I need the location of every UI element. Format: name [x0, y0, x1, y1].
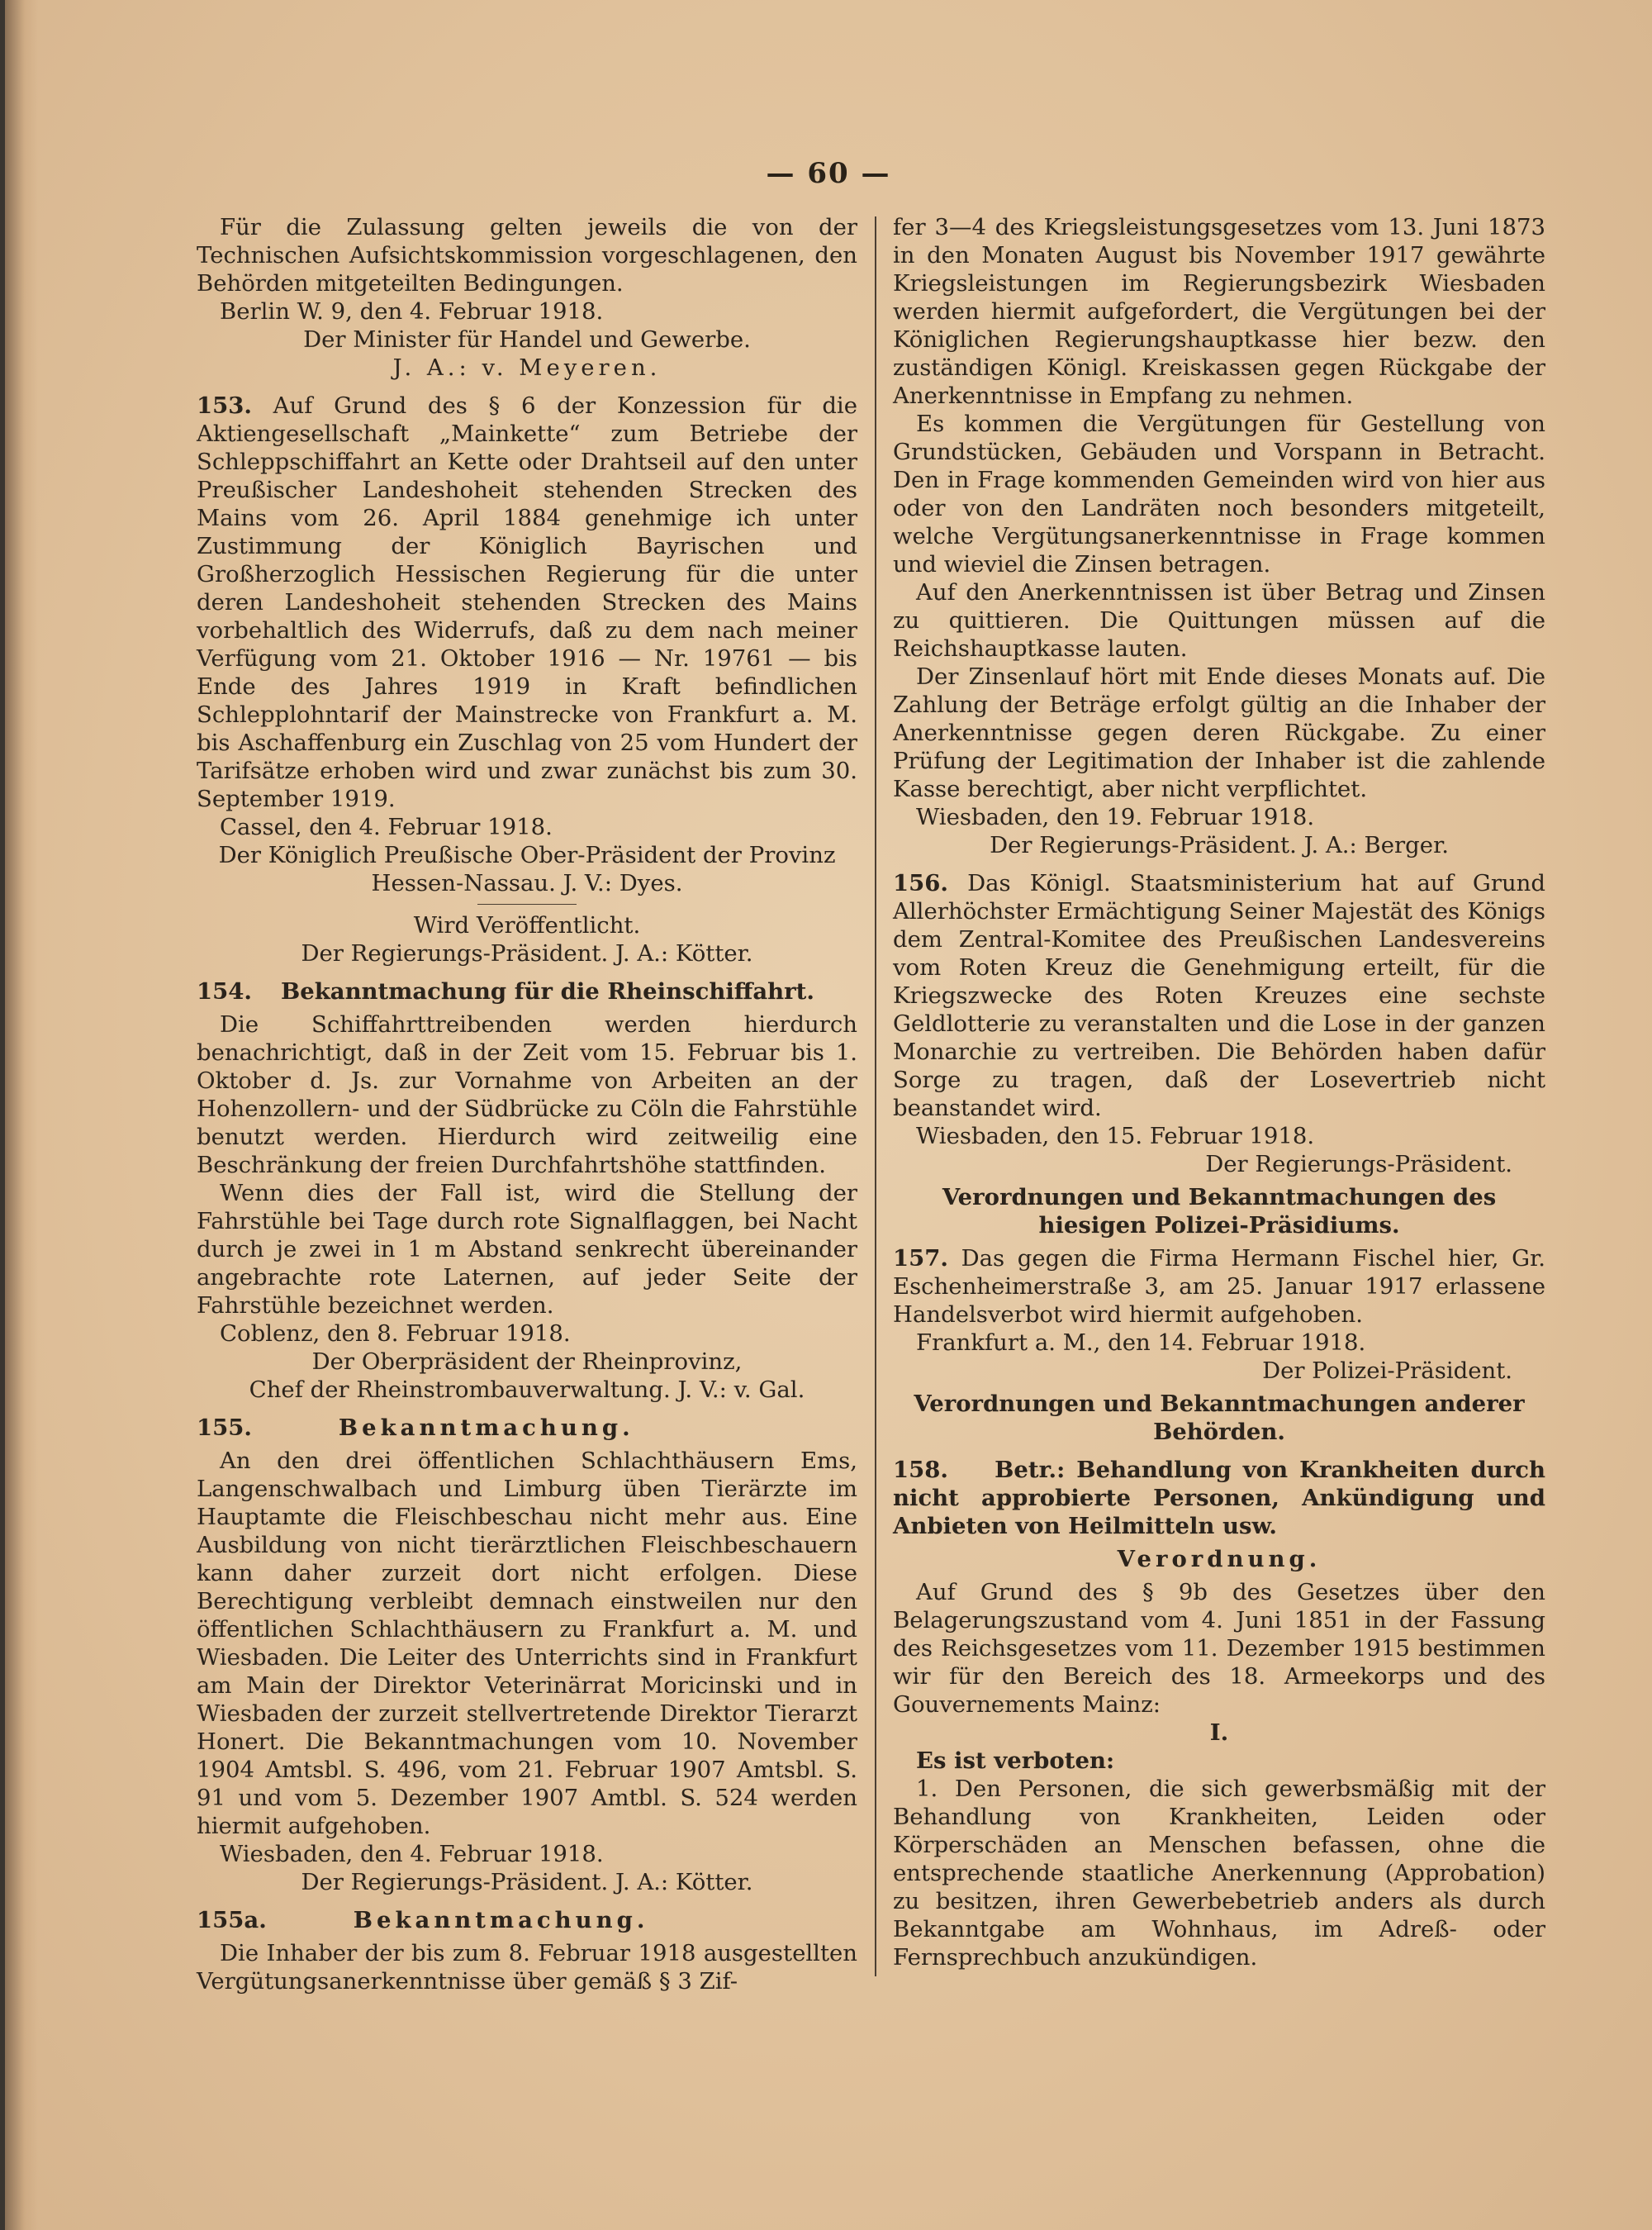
right-column — [893, 213, 1545, 1971]
notice-number: 156. — [893, 870, 948, 896]
notice-156 — [893, 869, 1545, 1122]
column-divider — [875, 216, 876, 1976]
place-date: Frankfurt a. M., den 14. Februar 1918. — [916, 1329, 1366, 1356]
notice-text: Auf den Anerkenntnissen ist über Betrag und Zinsen zu quittieren. Die Quittungen müssen auf die Reichshauptkasse lauten. — [893, 579, 1545, 662]
signature-name: Chef der Rheinstrombauverwaltung. J. V.: v. Gal. — [249, 1377, 805, 1403]
signature-title: Der Minister für Handel und Gewerbe. — [303, 326, 751, 353]
page-gutter-shadow — [5, 0, 38, 2230]
notice-text: Die Inhaber der bis zum 8. Februar 1918 ausgestellten Vergütungsanerkenntnisse über gemäß § 3 Zif- — [197, 1940, 857, 1995]
notice-number: 157. — [893, 1245, 948, 1272]
publication-note: Wird Veröffentlicht. — [413, 912, 641, 939]
signature: Der Regierungs-Präsident. J. A.: Berger. — [990, 832, 1449, 858]
page-number: — 60 — — [766, 157, 891, 190]
separator-rule — [477, 904, 577, 905]
notice-title: Bekanntmachung. — [338, 1415, 634, 1441]
notice-157 — [893, 1244, 1545, 1329]
notice-text: Das Königl. Staatsministerium hat auf Grund Allerhöchster Ermächtigung Seiner Majestät des Königs dem Zentral-Komitee des Preußischen Landesvereins vom Roten Kreuz die Genehmigung erteilt, für die Kriegszwecke des Roten Kreuzes eine sechste Geldlotterie zu veranstalten und die Lose in der ganzen Monarchie zu vertreiben. Die Behörden haben dafür Sorge zu tragen, daß der Losevertrieb nicht beanstandet wird. — [893, 870, 1545, 1121]
notice-155-heading — [197, 1414, 857, 1442]
notice-text: Auf Grund des § 9b des Gesetzes über den Belagerungszustand vom 4. Juni 1851 in der Fassung des Reichsgesetzes vom 11. Dezember 1915 bestimmen wir für den Bereich des 18. Armeekorps und des Gouvernements Mainz: — [893, 1579, 1545, 1718]
signature-title: Der Oberpräsident der Rheinprovinz, — [311, 1348, 743, 1375]
notice-text: Der Zinsenlauf hört mit Ende dieses Monats auf. Die Zahlung der Beträge erfolgt gültig an die Inhaber der Anerkenntnisse gegen deren Rückgabe. Zu einer Prüfung der Legitimation der Inhaber ist die zahlende Kasse berechtigt, aber nicht verpflichtet. — [893, 663, 1545, 802]
notice-text: Es kommen die Vergütungen für Gestellung von Grundstücken, Gebäuden und Vorspann in Betracht. Den in Frage kommenden Gemeinden wird von hier aus oder von den Landräten noch besonders mitgeteilt, welche Vergütungsanerkenntnisse in Frage kommen und wieviel die Zinsen betragen. — [893, 411, 1545, 578]
notice-158-heading — [893, 1456, 1545, 1540]
roman-numeral: I. — [1209, 1719, 1229, 1746]
notice-number: 155a. — [197, 1907, 267, 1933]
notice-text: Wenn dies der Fall ist, wird die Stellung der Fahrstühle bei Tage durch rote Signalflaggen, bei Nacht durch je zwei in 1 m Abstand senkrecht übereinander angebrachte rote Laternen, auf jeder Seite der Fahrstühle bezeichnet werden. — [197, 1180, 857, 1319]
notice-title: Bekanntmachung für die Rheinschiffahrt. — [280, 978, 814, 1005]
notice-text: Auf Grund des § 6 der Konzession für die Aktiengesellschaft „Mainkette“ zum Betriebe der Schleppschiffahrt an Kette oder Drahtseil auf den unter Preußischer Landeshoheit stehenden Strecken des Mains vom 26. April 1884 genehmige ich unter Zustimmung der Königlich Bayrischen und Großherzoglich Hessischen Regierung für die unter deren Landeshoheit stehenden Strecken des Mains vorbehaltlich des Widerrufs, daß zu dem nach meiner Verfügung vom 21. Oktober 1916 — Nr. 19761 — bis Ende des Jahres 1919 in Kraft befindlichen Schlepplohntarif der Mainstrecke von Frankfurt a. M. bis Aschaffenburg ein Zuschlag von 25 vom Hundert der Tarifsätze erhoben wird und zwar zunächst bis zum 30. September 1919. — [197, 392, 857, 812]
signature: Der Regierungs-Präsident. — [1205, 1151, 1512, 1177]
signature: Der Polizei-Präsident. — [1262, 1357, 1512, 1384]
notice-text: An den drei öffentlichen Schlachthäusern Ems, Langenschwalbach und Limburg üben Tierärzte im Hauptamte die Fleischbeschau nicht mehr aus. Eine Ausbildung von nicht tierärztlichen Fleischbeschauern kann daher zurzeit dort nicht erfolgen. Diese Berechtigung verbleibt demnach einstweilen nur den öffentlichen Schlachthäusern zu Frankfurt a. M. und Wiesbaden. Die Leiter des Unterrichts sind in Frankfurt am Main der Direktor Veterinärrat Moricinski und in Wiesbaden der zurzeit stellvertretende Direktor Tierarzt Honert. Die Bekanntmachungen vom 10. November 1904 Amtsbl. S. 496, vom 21. Februar 1907 Amtsbl. S. 91 und vom 5. Dezember 1907 Amtbl. S. 524 werden hiermit aufgehoben. — [197, 1448, 857, 1839]
notice-subtitle: Verordnung. — [1117, 1546, 1322, 1572]
notice-number: 155. — [197, 1415, 252, 1441]
paragraph-approval-conditions: Für die Zulassung gelten jeweils die von der Technischen Aufsichtskommission vorgeschlagenen, den Behörden mitgeteilten Bedingungen. — [197, 214, 857, 297]
document-page — [5, 0, 1652, 2230]
notice-title: Betr.: Behandlung von Krankheiten durch nicht approbierte Personen, Ankündigung und Anbieten von Heilmitteln usw. — [893, 1457, 1545, 1539]
notice-number: 158. — [893, 1457, 948, 1483]
signature: Der Regierungs-Präsident. J. A.: Kötter. — [301, 940, 753, 967]
section-heading: Verordnungen und Bekanntmachungen anderer Behörden. — [914, 1391, 1525, 1445]
section-heading: Verordnungen und Bekanntmachungen des hiesigen Polizei-Präsidiums. — [942, 1184, 1497, 1239]
notice-154-heading — [197, 977, 857, 1006]
notice-153 — [197, 392, 857, 813]
notice-text: Die Schiffahrttreibenden werden hierdurch benachrichtigt, daß in der Zeit vom 15. Februar bis 1. Oktober d. Js. zur Vornahme von Arbeiten an der Hohenzollern- und der Südbrücke zu Cöln die Fahrstühle benutzt werden. Hierdurch wird zeitweilig eine Beschränkung der freien Durchfahrtshöhe stattfinden. — [197, 1011, 857, 1178]
notice-number: 153. — [197, 392, 252, 419]
place-date: Wiesbaden, den 4. Februar 1918. — [220, 1841, 604, 1867]
notice-text: Es ist verboten: — [916, 1747, 1115, 1774]
signature: Der Regierungs-Präsident. J. A.: Kötter. — [301, 1869, 753, 1895]
place-date: Cassel, den 4. Februar 1918. — [220, 814, 553, 840]
place-date: Coblenz, den 8. Februar 1918. — [220, 1320, 571, 1347]
place-date: Wiesbaden, den 19. Februar 1918. — [916, 804, 1315, 830]
place-date: Berlin W. 9, den 4. Februar 1918. — [220, 298, 604, 325]
notice-number: 154. — [197, 978, 252, 1005]
signature: Der Königlich Preußische Ober-Präsident der Provinz Hessen-Nassau. J. V.: Dyes. — [218, 842, 836, 896]
list-item: 1. Den Personen, die sich gewerbsmäßig mit der Behandlung von Krankheiten, Leiden oder Körperschäden an Menschen befassen, ohne die entsprechende staatliche Anerkennung (Approbation) zu besitzen, ihren Gewerbebetrieb anders als durch Bekanntgabe am Wohnhaus, im Adreß- oder Fernsprechbuch anzukündigen. — [893, 1776, 1545, 1971]
place-date: Wiesbaden, den 15. Februar 1918. — [916, 1123, 1315, 1149]
notice-text: Das gegen die Firma Hermann Fischel hier, Gr. Eschenheimerstraße 3, am 25. Januar 1917 erlassene Handelsverbot wird hiermit aufgehoben. — [893, 1245, 1545, 1328]
notice-title: Bekanntmachung. — [353, 1907, 649, 1933]
notice-155a-heading — [197, 1906, 857, 1934]
signature-name: J. A.: v. Meyeren. — [392, 354, 662, 381]
left-column — [197, 213, 857, 1995]
notice-continuation: fer 3—4 des Kriegsleistungsgesetzes vom 13. Juni 1873 in den Monaten August bis November 1917 gewährte Kriegsleistungen im Regierungsbezirk Wiesbaden werden hiermit aufgefordert, die Vergütungen bei der Königlichen Regierungshauptkasse hier bezw. den zuständigen Königl. Kreiskassen gegen Rückgabe der Anerkenntnisse in Empfang zu nehmen. — [893, 214, 1545, 409]
